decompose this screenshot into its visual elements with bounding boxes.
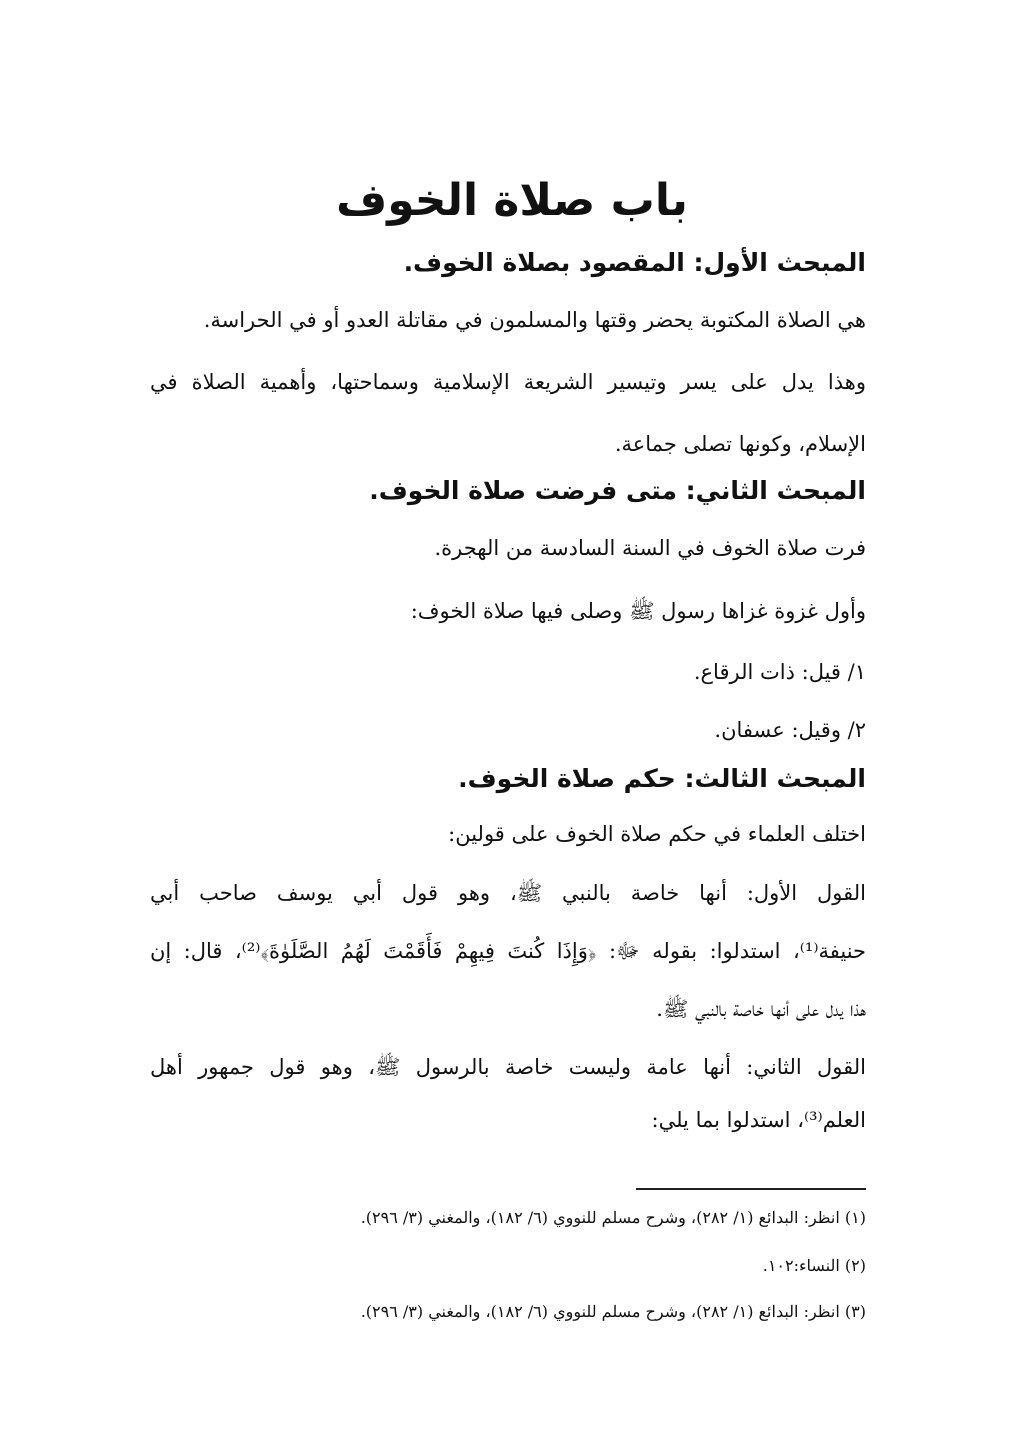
section-1-line-2: وهذا يدل على يسر وتيسير الشريعة الإسلامية وسماحتها، وأهمية الصلاة في bbox=[150, 370, 866, 394]
section-3-line-4: هذا يدل على أنها خاصة بالنبي ﷺ. bbox=[656, 997, 866, 1021]
section-3-line-3: حنيفة⁽¹⁾، استدلوا: بقوله ﷻ: ﴿وَإِذَا كُنتَ فِيهِمْ فَأَقَمْتَ لَهُمُ الصَّلَوٰةَ﴾⁽²⁾، قال: إن bbox=[150, 939, 867, 963]
footnote-1: (١) انظر: البدائع (١/ ٢٨٢)، وشرح مسلم للنووي (٦/ ١٨٢)، والمغني (٣/ ٢٩٦). bbox=[360, 1208, 866, 1227]
footnote-2: (٢) النساء:١٠٢. bbox=[762, 1256, 866, 1275]
section-1-heading: المبحث الأول: المقصود بصلاة الخوف. bbox=[403, 248, 866, 277]
section-3-line-6: العلم⁽³⁾، استدلوا بما يلي: bbox=[651, 1108, 866, 1132]
section-1-line-3: الإسلام، وكونها تصلى جماعة. bbox=[614, 432, 866, 456]
chapter-title: باب صلاة الخوف bbox=[336, 175, 688, 226]
section-2-line-1: فرت صلاة الخوف في السنة السادسة من الهجرة. bbox=[434, 536, 866, 560]
footnote-3: (٣) انظر: البدائع (١/ ٢٨٢)، وشرح مسلم للنووي (٦/ ١٨٢)، والمغني (٣/ ٢٩٦). bbox=[360, 1302, 866, 1321]
section-3-line-5: القول الثاني: أنها عامة وليست خاصة بالرسول ﷺ، وهو قول جمهور أهل bbox=[150, 1055, 866, 1079]
section-3-heading: المبحث الثالث: حكم صلاة الخوف. bbox=[458, 764, 866, 793]
section-1-line-1: هي الصلاة المكتوبة يحضر وقتها والمسلمون في مقاتلة العدو أو في الحراسة. bbox=[203, 308, 866, 332]
footnote-separator bbox=[636, 1188, 866, 1190]
section-2-line-4: ٢/ وقيل: عسفان. bbox=[714, 718, 866, 742]
section-2-line-3: ١/ قيل: ذات الرقاع. bbox=[693, 660, 866, 684]
section-2-line-2: وأول غزوة غزاها رسول ﷺ وصلى فيها صلاة الخوف: bbox=[410, 599, 866, 623]
section-2-heading: المبحث الثاني: متى فرضت صلاة الخوف. bbox=[369, 476, 866, 505]
section-3-line-2: القول الأول: أنها خاصة بالنبي ﷺ، وهو قول أبي يوسف صاحب أبي bbox=[150, 881, 866, 905]
section-3-line-1: اختلف العلماء في حكم صلاة الخوف على قولين: bbox=[448, 822, 866, 846]
